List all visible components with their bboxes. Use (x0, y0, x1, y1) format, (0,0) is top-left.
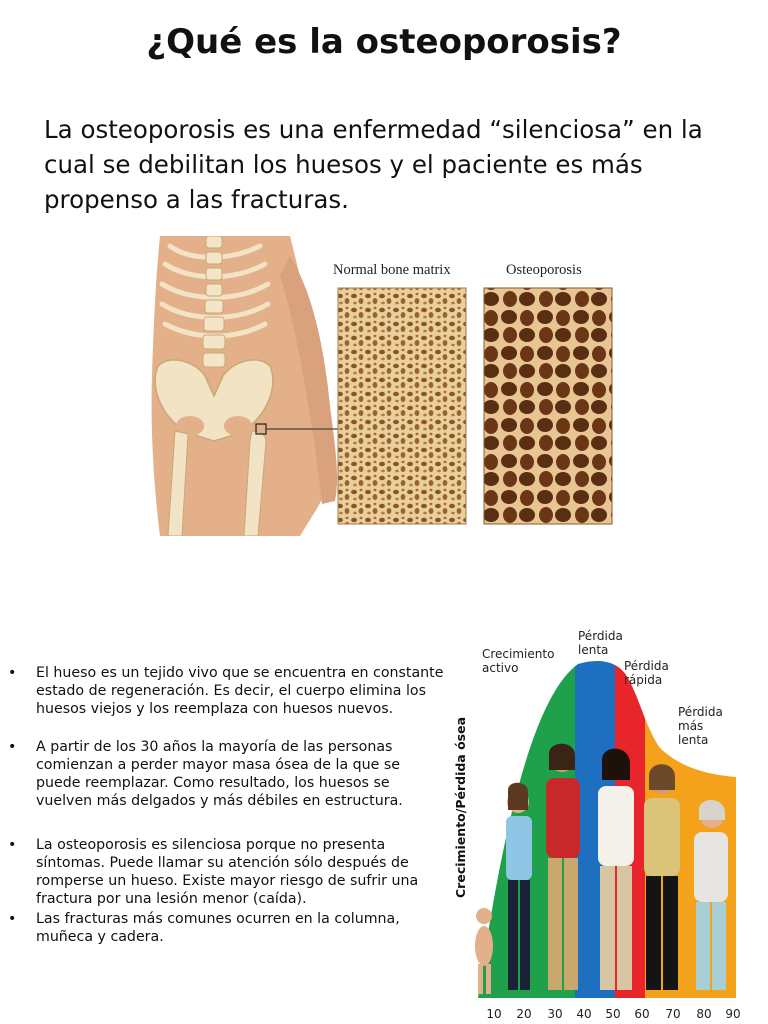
chart-ylabel: Crecimiento/Pérdida ósea (453, 716, 468, 898)
label-normal-bone: Normal bone matrix (333, 262, 451, 278)
phase-label-growth (482, 647, 558, 675)
bullet-item (8, 664, 448, 718)
x-tick-label: 60 (634, 1007, 650, 1021)
x-tick-label: 10 (486, 1007, 502, 1021)
phase-label-line: más (678, 719, 704, 733)
bullet-marker: • (8, 665, 17, 681)
osteoporosis-bone-sample (484, 288, 612, 524)
spine (203, 236, 225, 367)
x-tick-label: 30 (547, 1007, 563, 1021)
phase-label-line: Crecimiento (482, 647, 555, 661)
x-tick-label: 20 (516, 1007, 532, 1021)
x-tick-label: 80 (696, 1007, 712, 1021)
bullet-marker: • (8, 837, 17, 853)
x-tick-label: 70 (665, 1007, 681, 1021)
phase-label-line: rápida (624, 673, 663, 687)
x-tick-label: 50 (605, 1007, 621, 1021)
phase-label-rapid-loss (624, 659, 673, 687)
bullet-marker: • (8, 911, 17, 927)
bullet-item (8, 836, 448, 908)
x-tick-label: 40 (576, 1007, 592, 1021)
bullet-text: La osteoporosis es silenciosa porque no presenta síntomas. Puede llamar su atención sólo después de romperse un hueso. Existe mayor riesgo de sufrir una fractura por una lesión menor (caída). (36, 837, 419, 907)
bullet-marker: • (8, 739, 17, 755)
phase-label-slower-loss (678, 705, 727, 747)
page-title: ¿Qué es la osteoporosis? (146, 22, 622, 62)
phase-label-line: lenta (578, 643, 609, 657)
phase-label-line: Pérdida (624, 659, 669, 673)
normal-bone-sample (338, 288, 466, 524)
phase-label-line: Pérdida (678, 705, 723, 719)
bullet-item (8, 910, 448, 946)
x-axis (486, 1007, 740, 1021)
bone-matrix-illustration (140, 236, 640, 536)
phase-label-line: lenta (678, 733, 709, 747)
bullet-text: Las fracturas más comunes ocurren en la columna, muñeca y cadera. (36, 911, 400, 945)
bone-mass-figure (448, 620, 768, 1024)
label-osteoporosis: Osteoporosis (506, 262, 582, 278)
phase-label-line: activo (482, 661, 519, 675)
intro-paragraph: La osteoporosis es una enfermedad “silenciosa” en la cual se debilitan los huesos y el paciente es más propenso a las fracturas. (44, 115, 703, 214)
x-tick-label: 90 (725, 1007, 741, 1021)
bullet-text: El hueso es un tejido vivo que se encuentra en constante estado de regeneración. Es decir, el cuerpo elimina los huesos viejos y los reemplaza con huesos nuevos. (36, 665, 444, 717)
bullet-item (8, 738, 448, 810)
bullet-text: A partir de los 30 años la mayoría de las personas comienzan a perder mayor masa ósea de la que se puede reemplazar. Como resultado, los huesos se vuelven más delgados y más débiles en estructura. (36, 739, 403, 809)
bullet-list (8, 664, 448, 946)
phase-label-line: Pérdida (578, 629, 623, 643)
phase-label-slow-loss (578, 629, 627, 657)
